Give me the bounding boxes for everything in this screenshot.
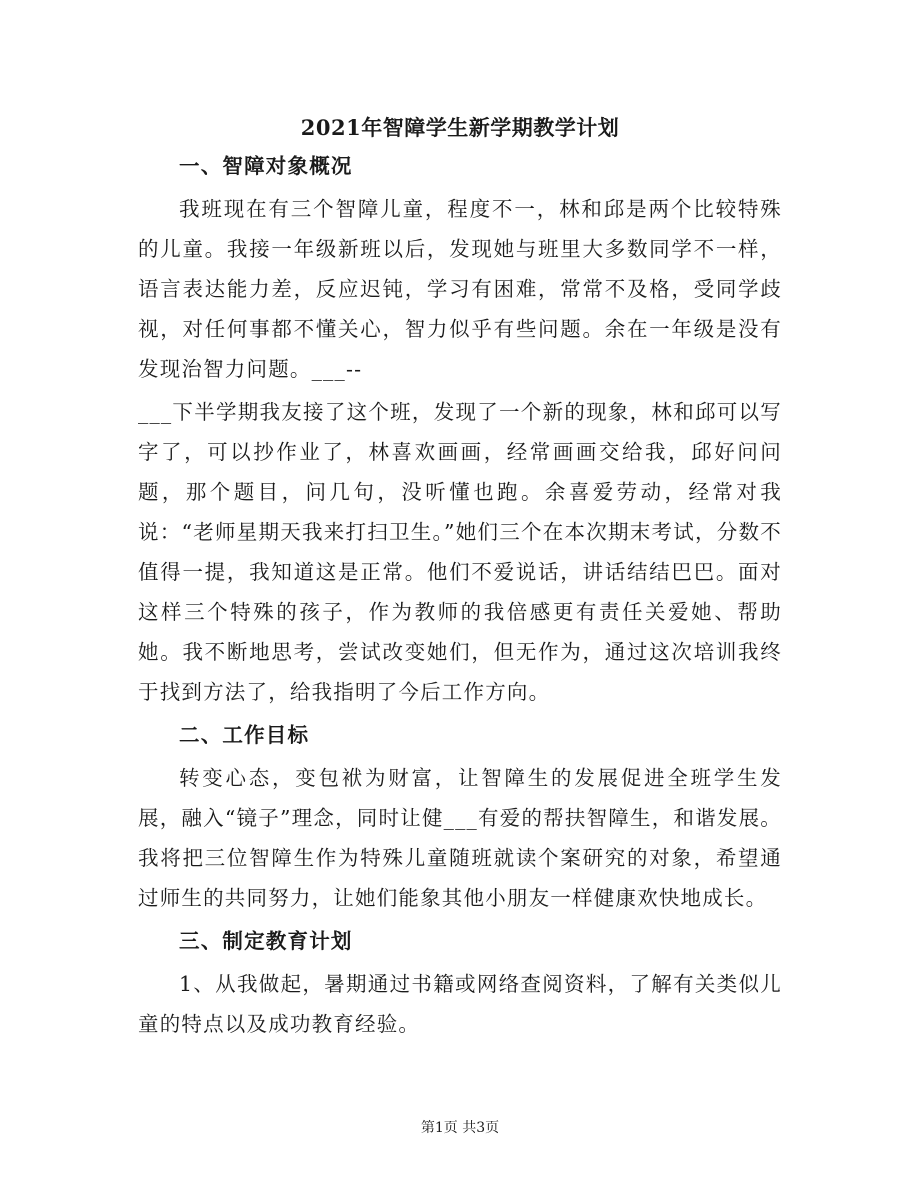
document-title: 2021年智障学生新学期教学计划 xyxy=(300,115,620,140)
document-body xyxy=(138,143,782,1047)
section-heading-overview: 一、智障对象概况 xyxy=(179,154,353,178)
paragraph-overview-1: 我班现在有三个智障儿童，程度不一，林和邱是两个比较特殊的儿童。我接一年级新班以后，发现她与班里大多数同学不一样，语言表达能力差，反应迟钝，学习有困难，常常不及格，受同学歧视，对任何事都不懂关心，智力似乎有些问题。余在一年级是没有发现治智力问题。___-- xyxy=(138,197,782,381)
paragraph-plan-1: 1、从我做起，暑期通过书籍或网络查阅资料，了解有关类似儿童的特点以及成功教育经验。 xyxy=(138,972,782,1036)
section-heading-goals: 二、工作目标 xyxy=(179,723,310,747)
paragraph-goals-1: 转变心态，变包袱为财富，让智障生的发展促进全班学生发展，融入“镜子”理念，同时让健___有爱的帮扶智障生，和谐发展。我将把三位智障生作为特殊儿童随班就读个案研究的对象，希望通过师生的共同努力，让她们能象其他小朋友一样健康欢快地成长。 xyxy=(138,766,782,910)
paragraph-overview-2: ___下半学期我友接了这个班，发现了一个新的现象，林和邱可以写字了，可以抄作业了，林喜欢画画，经常画画交给我，邱好问问题，那个题目，问几句，没听懂也跑。余喜爱劳动，经常对我说：“老师星期天我来打扫卫生。”她们三个在本次期末考试，分数不值得一提，我知道这是正常。他们不爱说话，讲话结结巴巴。面对这样三个特殊的孩子，作为教师的我倍感更有责任关爱她、帮助她。我不断地思考，尝试改变她们，但无作为，通过这次培训我终于找到方法了，给我指明了今后工作方向。 xyxy=(138,400,782,704)
section-heading-plan: 三、制定教育计划 xyxy=(179,929,353,953)
page-number-footer: 第1页 共3页 xyxy=(420,1120,500,1136)
